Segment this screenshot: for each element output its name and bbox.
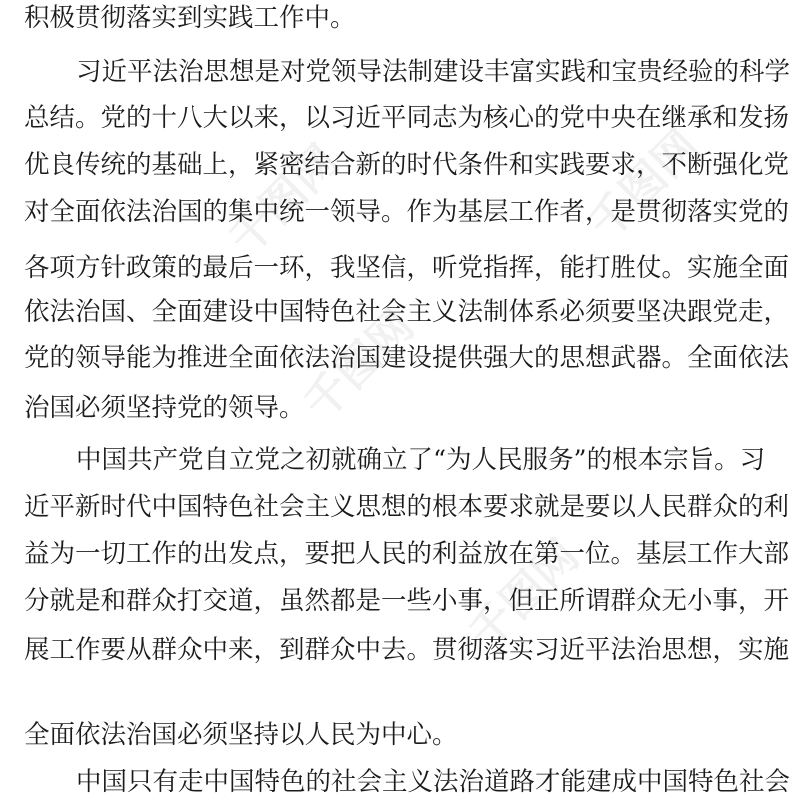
text-line: 依法治国、全面建设中国特色社会主义法制体系必须要坚决跟党走， [24, 297, 790, 327]
watermark: 千图网 [459, 530, 589, 660]
text-line: 党的领导能为推进全面依法治国建设提供强大的思想武器。全面依法 [24, 343, 790, 373]
text-line: 中国只有走中国特色的社会主义法治道路才能建成中国特色社会 [76, 767, 791, 797]
text-line: 分就是和群众打交道，虽然都是一些小事，但正所谓群众无小事，开 [24, 586, 790, 616]
text-line: 积极贯彻落实到实践工作中。 [24, 3, 356, 33]
text-line: 全面依法治国必须坚持以人民为中心。 [24, 720, 458, 750]
watermark: 千图网 [294, 300, 424, 430]
text-line: 习近平法治思想是对党领导法制建设丰富实践和宝贵经验的科学 [76, 57, 791, 87]
watermark: 千图网 [219, 135, 349, 265]
watermark: 千图网 [579, 120, 709, 250]
text-line: 优良传统的基础上，紧密结合新的时代条件和实践要求，不断强化党 [24, 150, 790, 180]
text-line: 治国必须坚持党的领导。 [24, 393, 305, 423]
text-line: 益为一切工作的出发点，要把人民的利益放在第一位。基层工作大部 [24, 539, 790, 569]
text-line: 对全面依法治国的集中统一领导。作为基层工作者，是贯彻落实党的 [24, 197, 790, 227]
text-line: 总结。党的十八大以来，以习近平同志为核心的党中央在继承和发扬 [24, 103, 790, 133]
text-line: 近平新时代中国特色社会主义思想的根本要求就是要以人民群众的利 [24, 492, 790, 522]
text-line: 各项方针政策的最后一环，我坚信，听党指挥，能打胜仗。实施全面 [24, 253, 790, 283]
text-line: 展工作要从群众中来，到群众中去。贯彻落实习近平法治思想，实施 [24, 635, 790, 665]
text-line: 中国共产党自立党之初就确立了“为人民服务”的根本宗旨。习 [76, 445, 766, 475]
